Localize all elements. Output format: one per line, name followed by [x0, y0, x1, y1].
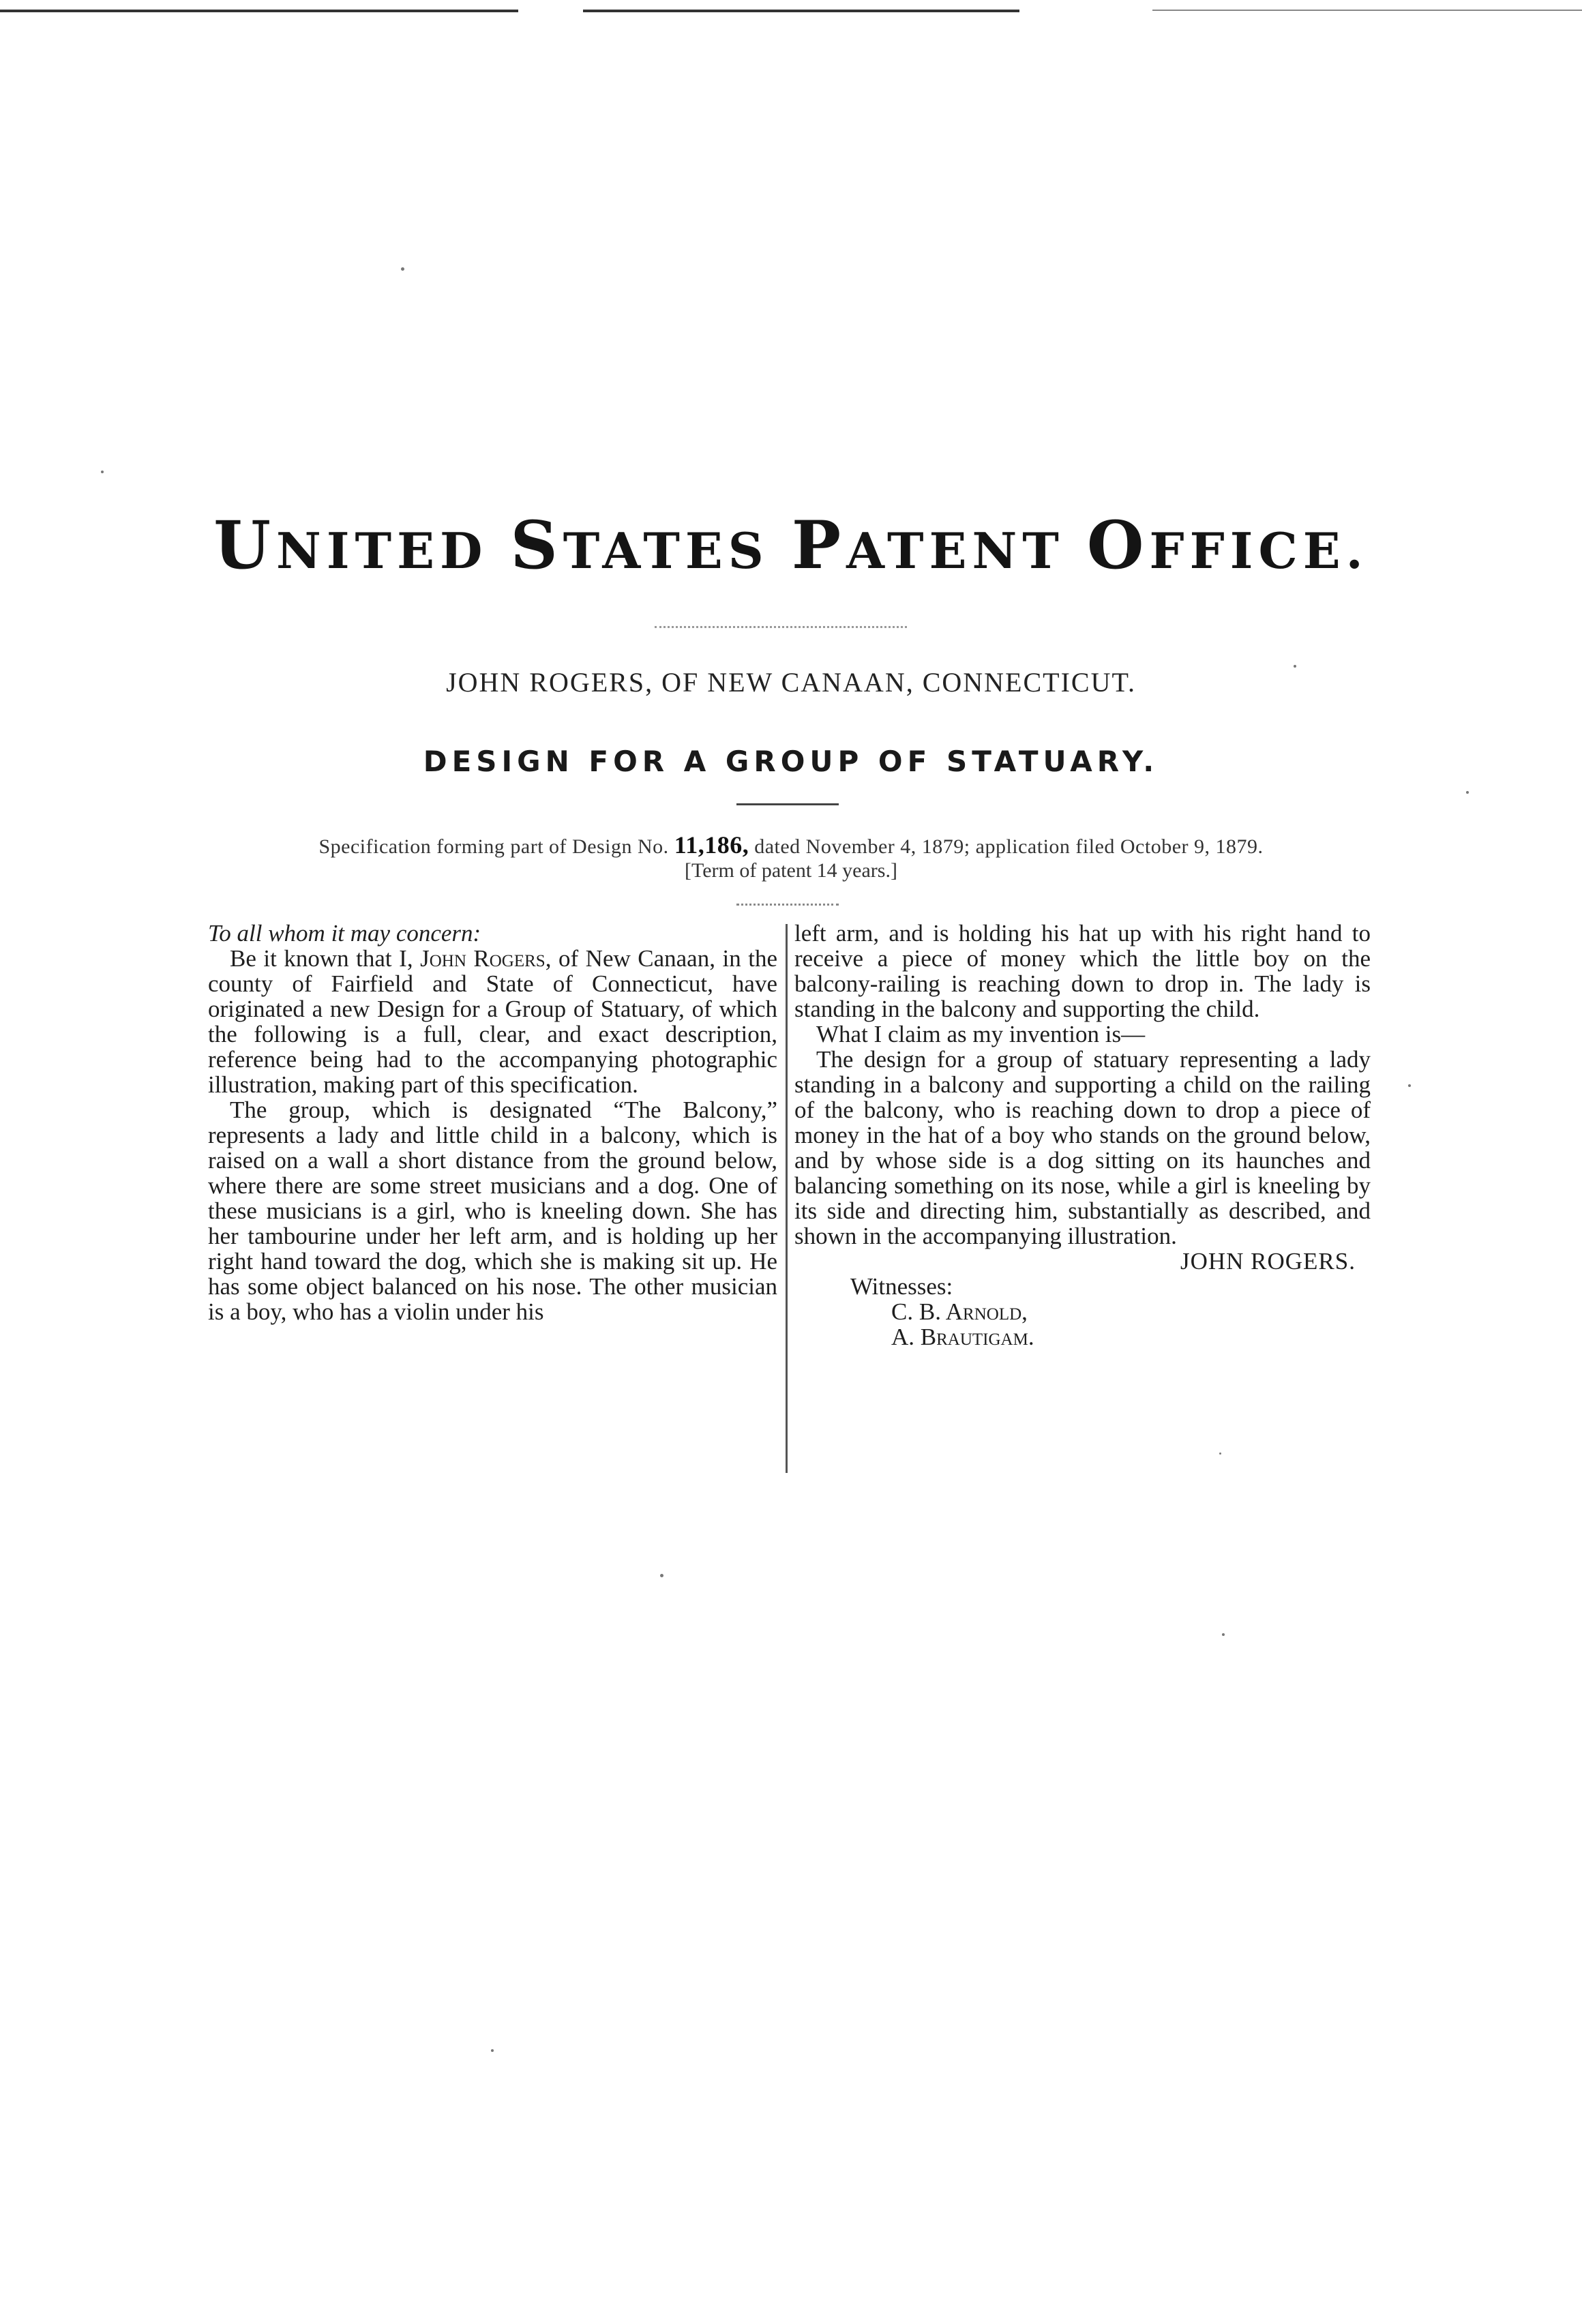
paragraph-description-continued: left arm, and is holding his hat up with his right hand to receive a piece of money which the little boy on the balcony-railing is reaching down to drop in. The lady is standing in the balcony and supporting the child. [794, 920, 1371, 1022]
scan-speck [1294, 665, 1296, 668]
paragraph-introduction [208, 946, 777, 1097]
top-rule-right [1152, 10, 1582, 11]
witnesses-label: Witnesses: [850, 1273, 953, 1300]
intro-start: Be it known that I, [230, 945, 413, 972]
witness-name: A. Brautigam. [891, 1324, 1034, 1350]
top-rule-left [0, 10, 518, 12]
scan-speck [101, 471, 104, 473]
design-number: 11,186, [674, 831, 749, 859]
inventor-name: John Rogers [420, 945, 546, 972]
specification-line [0, 831, 1582, 859]
scan-speck [401, 267, 404, 271]
inventor-line: JOHN ROGERS, OF NEW CANAAN, CONNECTICUT. [446, 667, 1136, 698]
witness-name: C. B. Arnold, [891, 1298, 1028, 1325]
scan-speck [1408, 1084, 1411, 1087]
top-rule-center [583, 10, 1019, 12]
intro-rest: , of New Canaan, in the county of Fairfield and State of Connecticut, have originated a new Design for a Group of Statuary, of which the following is a full, clear, and exact description, reference being had to the accompanying photographic illustration, making part of this specification. [208, 945, 777, 1098]
spec-prefix: Specification forming part of Design No. [318, 835, 669, 858]
title-divider [655, 626, 907, 628]
spec-rule [736, 904, 839, 906]
scan-speck [1222, 1633, 1225, 1636]
design-title: DESIGN FOR A GROUP OF STATUARY. [423, 745, 1159, 778]
paragraph-description: The group, which is designated “The Balcony,” represents a lady and little child in a balcony, which is raised on a wall a short distance from the ground below, where there are some street musicians and a dog. One of these musicians is a girl, who is kneeling down. She has her tambourine under her left arm, and is holding up her right hand toward the dog, which she is making sit up. He has some object balanced on his nose. The other musician is a boy, who has a violin under his [208, 1097, 777, 1325]
scan-speck [1219, 1452, 1221, 1455]
term-line: [Term of patent 14 years.] [685, 859, 897, 882]
inventor-signature: JOHN ROGERS. [1180, 1248, 1356, 1275]
left-column [208, 921, 777, 1324]
design-title-rule [736, 803, 839, 805]
claim-intro: What I claim as my invention is— [816, 1021, 1146, 1047]
scan-speck [1466, 791, 1469, 794]
scan-speck [491, 2049, 494, 2052]
salutation: To all whom it may concern: [208, 920, 481, 947]
column-divider [786, 924, 788, 1473]
claim-text: The design for a group of statuary representing a lady standing in a balcony and supporting a child on the railing of the balcony, who is reaching down to drop a piece of money in the hat of a boy who stands on the ground below, and by whose side is a dog sitting on its haunches and balancing something on its nose, while a girl is kneeling by its side and directing him, substantially as described, and shown in the accompanying illustration. [794, 1046, 1371, 1249]
page-title: UNITED STATES PATENT OFFICE. [213, 507, 1369, 584]
spec-suffix: dated November 4, 1879; application filed October 9, 1879. [754, 835, 1264, 858]
right-column [794, 921, 1371, 1350]
scan-speck [660, 1574, 663, 1577]
